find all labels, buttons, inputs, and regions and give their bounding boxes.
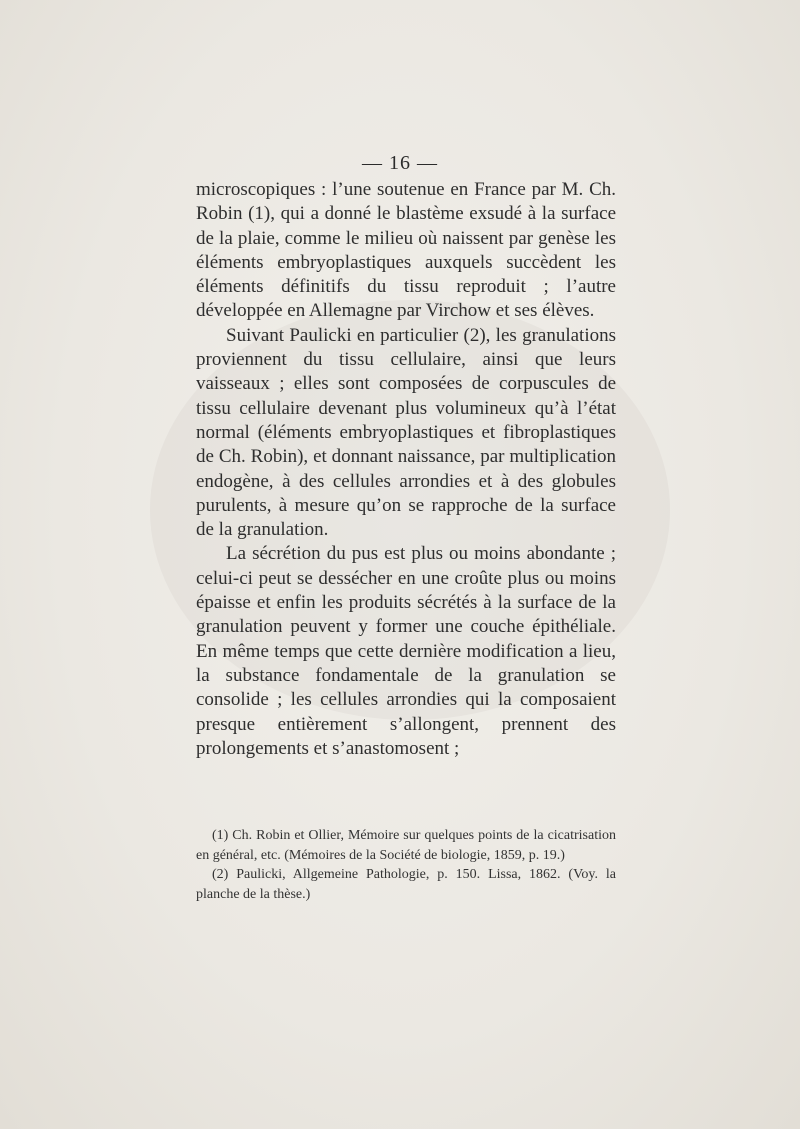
paragraph-3: La sécrétion du pus est plus ou moins abondante ; celui-ci peut se dessécher en une croûte plus ou moins épaisse et enfin les produits sécrétés à la surface de la granulation peuvent y former une couche épithéliale. En même temps que cette dernière modification a lieu, la substance fondamentale de la granulation se consolide ; les cellules arrondies qui la composaient presque entièrement s’allongent, prennent des prolongements et s’anastomosent ; bbox=[196, 543, 616, 759]
main-text bbox=[196, 178, 616, 761]
paragraph-2: Suivant Paulicki en particulier (2), les granulations proviennent du tissu cellulaire, ainsi que leurs vaisseaux ; elles sont composées de corpuscules de tissu cellulaire devenant plus volumineux qu’à l’état normal (éléments embryoplastiques et fibroplastiques de Ch. Robin), et donnant naissance, par multiplication endogène, à des cellules arrondies et à des globules purulents, à mesure qu’on se rapproche de la surface de la granulation. bbox=[196, 324, 616, 541]
footnote-2: (2) Paulicki, Allgemeine Pathologie, p. 150. Lissa, 1862. (Voy. la planche de la thèse.) bbox=[196, 867, 616, 902]
paragraph-1: microscopiques : l’une soutenue en France par M. Ch. Robin (1), qui a donné le blastème exsudé à la surface de la plaie, comme le milieu où naissent par genèse les éléments embryoplastiques auxquels succèdent les éléments définitifs du tissu reproduit ; l’autre développée en Allemagne par Virchow et ses élèves. bbox=[196, 179, 616, 322]
footnote-1: (1) Ch. Robin et Ollier, Mémoire sur quelques points de la cicatrisation en général, etc. (Mémoires de la Société de biologie, 1859, p. 19.) bbox=[196, 828, 616, 863]
footnotes bbox=[196, 826, 616, 904]
page-number: — 16 — bbox=[362, 152, 438, 174]
